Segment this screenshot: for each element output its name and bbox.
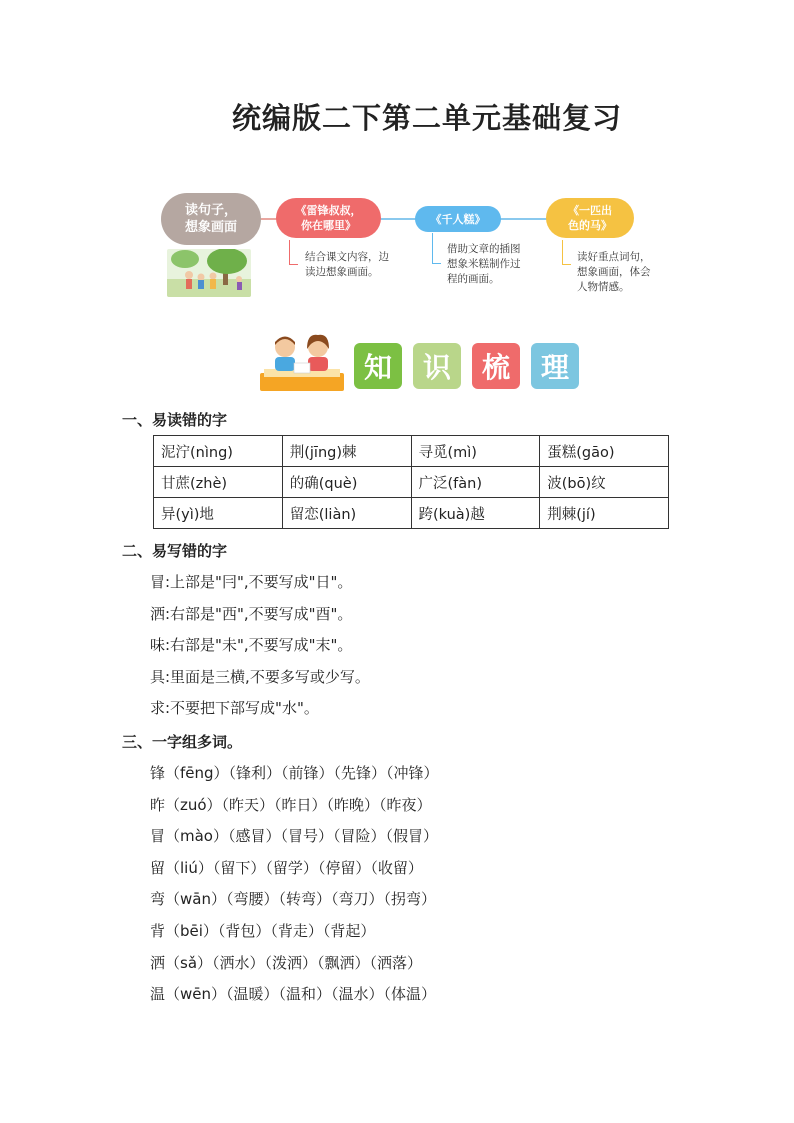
list-item: 味:右部是"未",不要写成"末"。 [150,636,353,655]
bracket-line [562,240,571,265]
connector [380,218,418,220]
banner-tile: 理 [531,343,579,389]
miswritten-characters-list [150,572,370,730]
list-item: 昨（zuó）（昨天）（昨日）（昨晚）（昨夜） [150,795,432,814]
table-cell: 广泛(fàn) [411,467,540,498]
mindmap-root: 读句子， 想象画面 [161,193,261,245]
table-cell: 荆(jīng)棘 [282,436,411,467]
bracket-line [289,240,298,265]
mindmap-node-1: 《雷锋叔叔， 你在哪里》 [276,198,381,238]
list-item: 求:不要把下部写成"水"。 [150,699,319,718]
page-title: 统编版二下第二单元基础复习 [231,101,622,135]
knowledge-banner [258,333,588,393]
table-row [154,436,669,467]
list-item: 冒（mào）（感冒）（冒号）（冒险）（假冒） [150,827,438,846]
list-item: 弯（wān）（弯腰）（转弯）（弯刀）（拐弯） [150,890,436,909]
mindmap-desc-1: 结合课文内容，边 读边想象画面。 [305,251,389,278]
park-illustration [167,249,251,297]
banner-tile: 梳 [472,343,520,389]
section-heading: 一、易读错的字 [122,411,228,429]
table-cell: 异(yì)地 [154,498,283,529]
bracket-line [432,233,441,264]
table-cell: 的确(què) [282,467,411,498]
misread-characters-table [153,435,669,529]
section-heading: 三、一字组多词。 [122,733,243,751]
list-item: 洒:右部是"西",不要写成"酉"。 [150,604,353,623]
list-item: 洒（sǎ）（洒水）（泼洒）（飘洒）（洒落） [150,953,423,972]
mindmap-node-2: 《千人糕》 [415,206,501,232]
section-heading: 二、易写错的字 [122,542,228,560]
mind-map [0,0,794,310]
word-group-list [150,763,439,1016]
list-item: 温（wēn）（温暖）（温和）（温水）（体温） [150,985,437,1004]
banner-tile: 识 [413,343,461,389]
table-cell: 寻觅(mì) [411,436,540,467]
list-item: 冒:上部是"冃",不要写成"日"。 [150,573,353,591]
mindmap-node-3: 《一匹出 色的马》 [546,198,634,238]
mindmap-desc-3: 读好重点词句， 想象画面，体会 人物情感。 [577,251,651,293]
connector [500,218,548,220]
table-cell: 波(bō)纹 [540,467,669,498]
banner-tile: 知 [354,343,402,389]
table-cell: 跨(kuà)越 [411,498,540,529]
list-item: 锋（fēng）（锋利）（前锋）（先锋）（冲锋） [150,764,439,782]
mindmap-desc-2: 借助文章的插图 想象米糕制作过 程的画面。 [447,243,521,285]
table-row [154,467,669,498]
list-item: 具:里面是三横,不要多写或少写。 [150,667,370,686]
table-cell: 蛋糕(gāo) [540,436,669,467]
table-row [154,498,669,529]
table-cell: 泥泞(nìng) [154,436,283,467]
table-cell: 甘蔗(zhè) [154,467,283,498]
list-item: 背（bēi）（背包）（背走）（背起） [150,921,376,940]
table-cell: 留恋(liàn) [282,498,411,529]
students-illustration [258,333,346,393]
table-cell: 荆棘(jí) [540,498,669,529]
list-item: 留（liú）（留下）（留学）（停留）（收留） [150,858,423,877]
